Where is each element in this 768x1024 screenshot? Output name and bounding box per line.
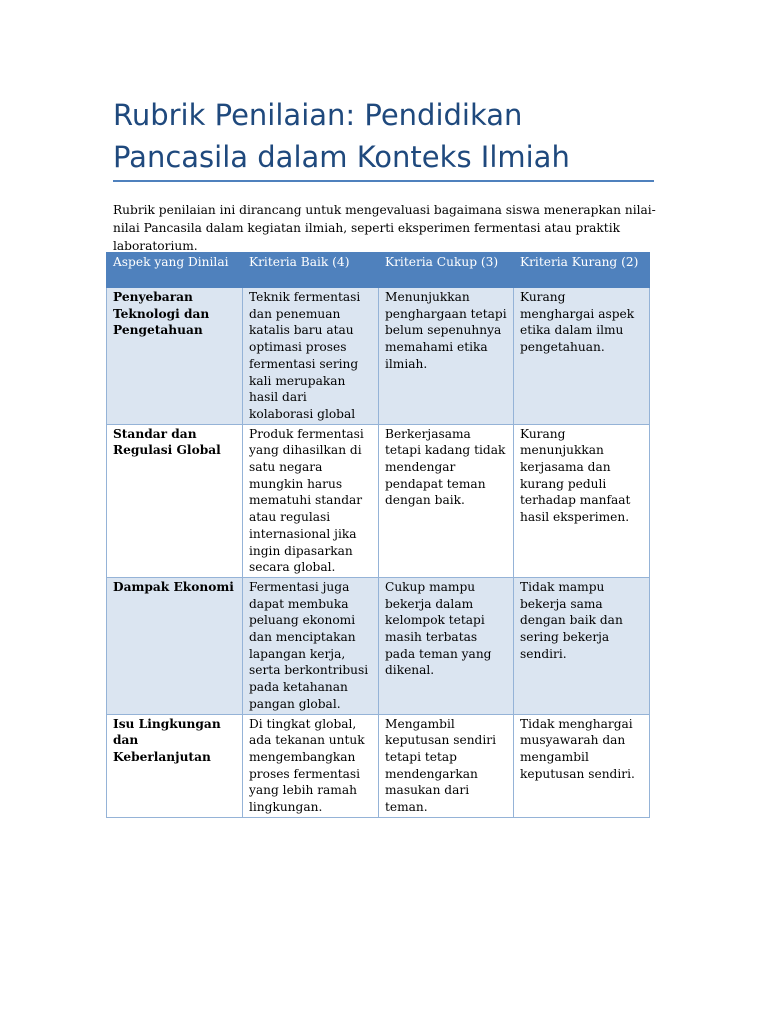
row-cukup: Cukup mampu bekerja dalam kelompok tetapi masih terbatas pada teman yang dikenal. — [379, 577, 514, 714]
row-baik: Di tingkat global, ada tekanan untuk mengembangkan proses fermentasi yang lebih ramah lingkungan. — [243, 714, 379, 817]
row-kurang: Tidak menghargai musyawarah dan mengambil keputusan sendiri. — [514, 714, 650, 817]
row-kurang: Kurang menunjukkan kerjasama dan kurang peduli terhadap manfaat hasil eksperimen. — [514, 424, 650, 577]
row-aspect: Penyebaran Teknologi dan Pengetahuan — [107, 288, 243, 425]
row-baik: Produk fermentasi yang dihasilkan di satu negara mungkin harus mematuhi standar atau regulasi internasional jika ingin dipasarkan secara global. — [243, 424, 379, 577]
header-cukup: Kriteria Cukup (3) — [379, 253, 514, 288]
row-aspect: Dampak Ekonomi — [107, 577, 243, 714]
row-kurang: Tidak mampu bekerja sama dengan baik dan sering bekerja sendiri. — [514, 577, 650, 714]
row-kurang: Kurang menghargai aspek etika dalam ilmu pengetahuan. — [514, 288, 650, 425]
document-title: Rubrik Penilaian: Pendidikan Pancasila dalam Konteks Ilmiah — [113, 98, 570, 174]
header-aspect: Aspek yang Dinilai — [107, 253, 243, 288]
table-row — [107, 714, 650, 817]
row-cukup: Menunjukkan penghargaan tetapi belum sepenuhnya memahami etika ilmiah. — [379, 288, 514, 425]
row-cukup: Mengambil keputusan sendiri tetapi tetap mendengarkan masukan dari teman. — [379, 714, 514, 817]
header-baik: Kriteria Baik (4) — [243, 253, 379, 288]
table-row — [107, 577, 650, 714]
row-baik: Teknik fermentasi dan penemuan katalis baru atau optimasi proses fermentasi sering kali merupakan hasil dari kolaborasi global — [243, 288, 379, 425]
title-underline — [113, 180, 654, 182]
rubric-table — [106, 252, 650, 818]
table-row — [107, 288, 650, 425]
row-baik: Fermentasi juga dapat membuka peluang ekonomi dan menciptakan lapangan kerja, serta berkontribusi pada ketahanan pangan global. — [243, 577, 379, 714]
row-aspect: Standar dan Regulasi Global — [107, 424, 243, 577]
intro-paragraph: Rubrik penilaian ini dirancang untuk mengevaluasi bagaimana siswa menerapkan nilai-nilai Pancasila dalam kegiatan ilmiah, seperti eksperimen fermentasi atau praktik laboratorium. — [113, 203, 656, 253]
table-header-row — [107, 253, 650, 288]
header-kurang: Kriteria Kurang (2) — [514, 253, 650, 288]
row-aspect: Isu Lingkungan dan Keberlanjutan — [107, 714, 243, 817]
table-row — [107, 424, 650, 577]
row-cukup: Berkerjasama tetapi kadang tidak mendengar pendapat teman dengan baik. — [379, 424, 514, 577]
